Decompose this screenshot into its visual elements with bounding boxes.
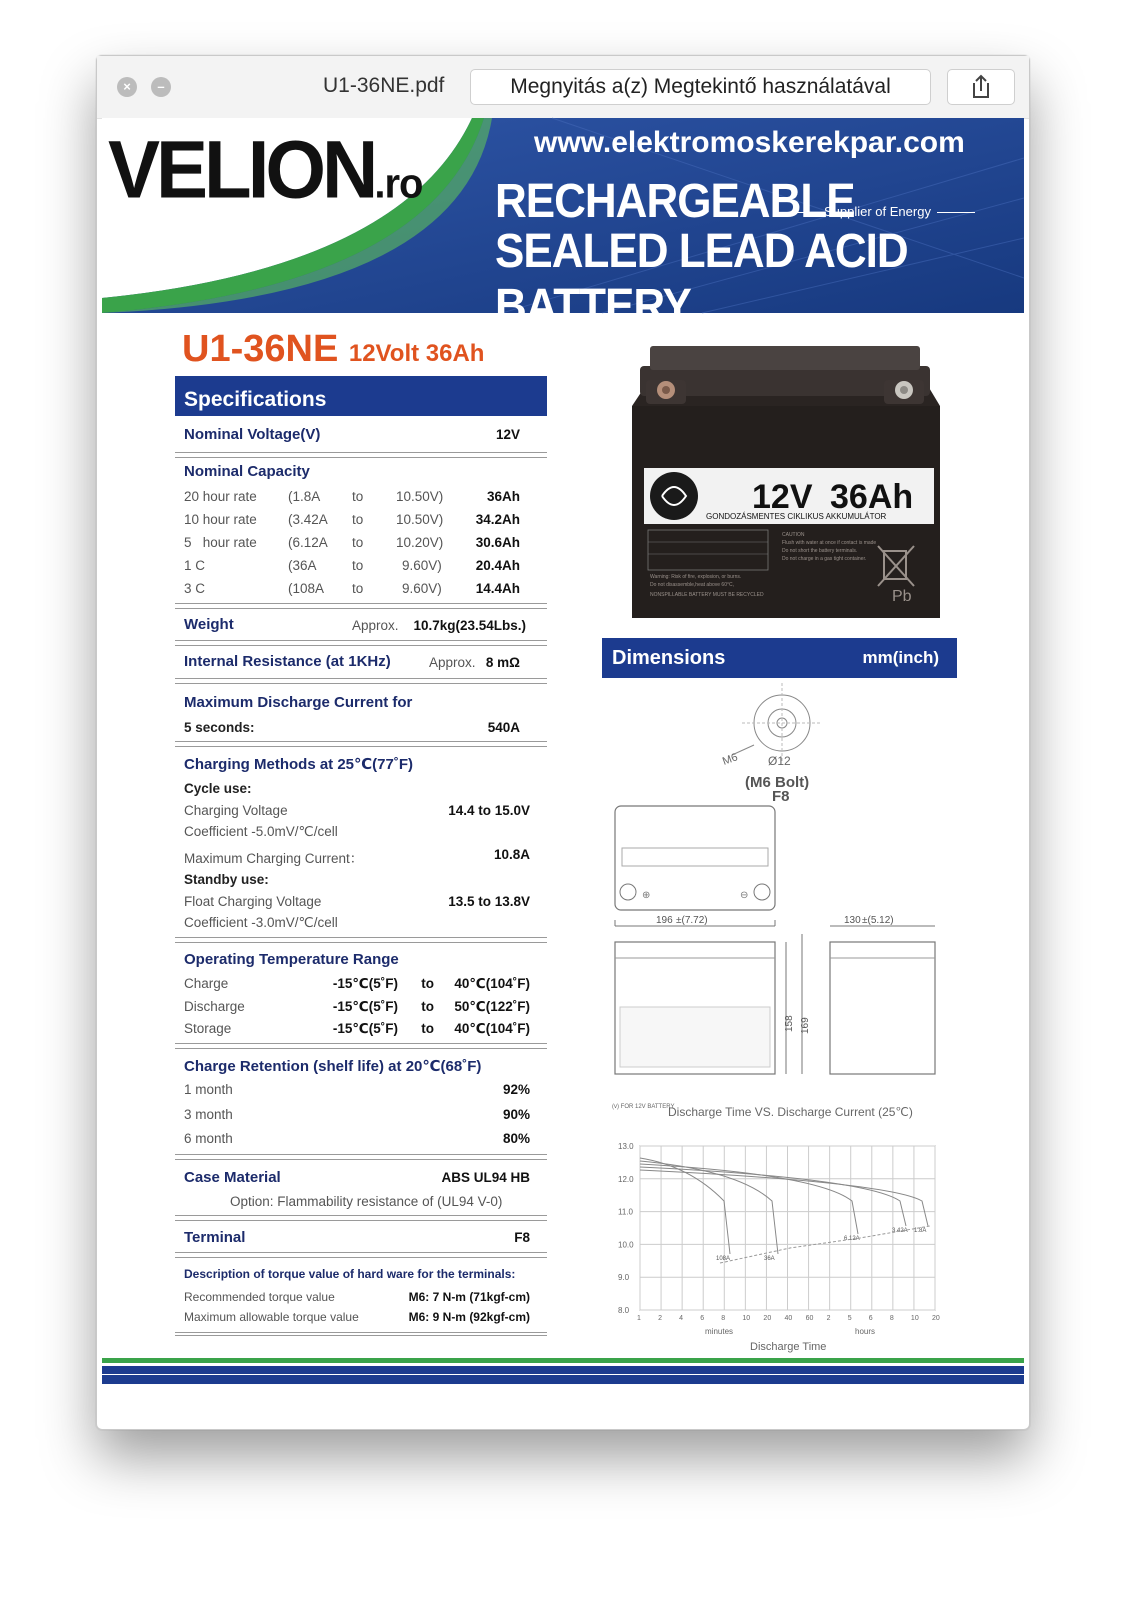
chart-xtick: 5: [847, 1315, 852, 1322]
charging-methods-label: Charging Methods at 25℃(77˚F): [184, 756, 414, 773]
capacity-rate: 10 hour rate: [184, 512, 257, 527]
divider: [175, 640, 547, 646]
nominal-capacity-label: Nominal Capacity: [184, 463, 310, 480]
temp-row-name: Charge: [184, 976, 229, 991]
chart-series-label: 6.12A: [844, 1236, 860, 1242]
weight-approx: Approx.: [352, 618, 399, 633]
headline-rechargeable: RECHARGEABLE: [495, 174, 855, 228]
footer-green-stripe: [102, 1358, 1024, 1363]
capacity-to: to: [352, 512, 364, 527]
temp-row-name: Storage: [184, 1021, 232, 1036]
capacity-value: 36Ah: [486, 489, 520, 504]
length-dimension: 196: [656, 915, 673, 926]
brand-logo: VELION.ro: [108, 122, 423, 216]
terminal-bolt-diagram: [602, 683, 962, 803]
divider: [175, 937, 547, 943]
chart-xtick: 1: [637, 1315, 641, 1322]
chart-series-label: 108A: [716, 1256, 731, 1262]
preview-window: [96, 55, 1030, 1430]
capacity-rate: 3 C: [184, 581, 206, 596]
coefficient-standby: Coefficient -3.0mV/℃/cell: [184, 915, 338, 930]
coefficient-cycle: Coefficient -5.0mV/℃/cell: [184, 824, 338, 839]
chart-ylabel: (v) FOR 12V BATTERY: [612, 1104, 675, 1110]
pdf-page: [102, 118, 1024, 1423]
capacity-current: (1.8A: [288, 489, 321, 504]
chart-xtick: 6: [868, 1315, 873, 1322]
capacity-rate: 5 hour rate: [184, 535, 257, 550]
svg-text:Flush with water at once if co: Flush with water at once if contact is made: [782, 540, 877, 546]
capacity-to: to: [352, 558, 364, 573]
chart-xtick: 20: [932, 1315, 940, 1322]
resistance-approx: Approx.: [429, 655, 476, 670]
max-torque-label: Maximum allowable torque value: [184, 1310, 359, 1324]
charge-retention-label: Charge Retention (shelf life) at 20℃(68˚F): [184, 1058, 482, 1075]
chart-xtick: 10: [742, 1315, 751, 1322]
bolt-diameter: Ø12: [768, 754, 791, 768]
svg-text:Do not short the battery termi: Do not short the battery terminals.: [782, 548, 858, 554]
internal-resistance-label: Internal Resistance (at 1KHz): [184, 653, 391, 670]
terminal-value: F8: [514, 1230, 530, 1245]
case-material-option: Option: Flammability resistance of (UL94 V-0): [230, 1194, 503, 1209]
retention-period: 1 month: [184, 1082, 233, 1097]
dimensions-unit: mm(inch): [862, 648, 939, 667]
bolt-label: (M6 Bolt): [745, 774, 810, 791]
nominal-voltage-label: Nominal Voltage(V): [184, 426, 321, 443]
max-discharge-value: 540A: [487, 720, 520, 735]
chart-xtick: 2: [658, 1315, 662, 1322]
float-voltage-label: Float Charging Voltage: [184, 894, 322, 909]
share-button[interactable]: [947, 69, 1015, 105]
svg-text:Warning: Risk of fire, explosi: Warning: Risk of fire, explosion, or burns.: [650, 574, 742, 580]
battery-outline-diagram: [612, 802, 952, 1092]
footer-line: [102, 1374, 1024, 1375]
retention-value: 92%: [502, 1082, 530, 1097]
chart-xtick: 8: [721, 1315, 726, 1322]
capacity-current: (6.12A: [288, 535, 328, 550]
capacity-to: to: [352, 489, 364, 504]
capacity-value: 34.2Ah: [475, 512, 520, 527]
max-charging-current-label: Maximum Charging Current：: [184, 851, 364, 866]
open-with-preview-button[interactable]: Megnyitás a(z) Megtekintő használatával: [470, 69, 931, 105]
capacity-rate: 20 hour rate: [184, 489, 257, 504]
chart-xtick: 40: [784, 1315, 793, 1322]
divider: [175, 741, 547, 747]
weight-value: 10.7kg(23.54Lbs.): [413, 618, 526, 633]
divider: [175, 1215, 547, 1221]
chart-xtick: 8: [889, 1315, 894, 1322]
terminal-left: [646, 380, 686, 404]
charging-voltage-label: Charging Voltage: [184, 803, 288, 818]
internal-resistance-value: 8 mΩ: [485, 655, 520, 670]
svg-text:Do not disassemble,heat above: Do not disassemble,heat above 60°C,: [650, 582, 734, 588]
chart-series-label: 3.42A: [892, 1228, 908, 1234]
terminal-type: F8: [772, 788, 790, 805]
chart-xtick: 6: [700, 1315, 705, 1322]
capacity-volt: 10.20V): [396, 535, 444, 550]
battery-brand-line: GONDOZÁSMENTES CIKLIKUS AKKUMULÁTOR: [706, 512, 887, 521]
capacity-current: (36A: [288, 558, 317, 573]
battery-voltage-text: 12V: [752, 478, 813, 516]
specifications-heading: Specifications: [175, 376, 547, 416]
headline-sealed: SEALED LEAD ACID BATTERY: [495, 224, 908, 333]
capacity-volt: 10.50V): [396, 512, 444, 527]
max-discharge-sub: 5 seconds:: [184, 720, 255, 735]
case-material-value: ABS UL94 HB: [441, 1170, 530, 1185]
capacity-volt: 9.60V): [402, 581, 442, 596]
chart-series-label: 36A: [764, 1256, 775, 1262]
max-torque-value: M6: 9 N-m (92kgf-cm): [408, 1310, 530, 1324]
weight-label: Weight: [184, 616, 234, 633]
temp-row-high: 50℃(122˚F): [454, 999, 530, 1014]
chart-xtick: 10: [910, 1315, 919, 1322]
temp-row-high: 40℃(104˚F): [454, 976, 530, 991]
temp-row-name: Discharge: [184, 999, 245, 1014]
svg-text:NONSPILLABLE BATTERY MUST BE R: NONSPILLABLE BATTERY MUST BE RECYCLED: [650, 592, 764, 598]
chart-ytick: 13.0: [618, 1142, 634, 1151]
width-inches-label: ±(5.12): [862, 915, 894, 926]
temp-row-low: -15℃(5˚F): [332, 976, 398, 991]
temp-row-high: 40℃(104˚F): [454, 1021, 530, 1036]
height-dimension: 158: [784, 1015, 795, 1032]
file-name: U1-36NE.pdf: [323, 74, 445, 97]
discharge-chart: [610, 1098, 950, 1353]
divider: [175, 1332, 547, 1336]
case-material-label: Case Material: [184, 1169, 281, 1186]
terminal-label: Terminal: [184, 1229, 246, 1246]
model-title: U1-36NE 12Volt 36Ah: [182, 328, 485, 370]
capacity-to: to: [352, 535, 364, 550]
capacity-value: 14.4Ah: [475, 581, 520, 596]
recommended-torque-value: M6: 7 N-m (71kgf-cm): [408, 1290, 530, 1304]
chart-title: Discharge Time VS. Discharge Current (25℃): [668, 1105, 913, 1119]
battery-capacity-text: 36Ah: [830, 478, 914, 516]
chart-xtick: 4: [679, 1315, 684, 1322]
chart-series-label: 1.8A: [914, 1228, 927, 1234]
recommended-torque-label: Recommended torque value: [184, 1290, 335, 1304]
chart-xtick: 2: [826, 1315, 831, 1322]
svg-text:⊕: ⊕: [642, 890, 651, 901]
length-inches-label: ±(7.72): [676, 915, 708, 926]
minimize-icon[interactable]: –: [151, 77, 171, 97]
chart-xlabel: Discharge Time: [750, 1341, 827, 1353]
chart-ytick: 8.0: [618, 1306, 630, 1315]
dimensions-heading: Dimensions mm(inch): [602, 638, 957, 678]
max-charging-current-value: 10.8A: [493, 847, 530, 862]
max-discharge-label: Maximum Discharge Current for: [184, 694, 413, 711]
nominal-voltage-value: 12V: [495, 427, 520, 442]
battery-photo: [622, 346, 944, 626]
divider: [175, 603, 547, 609]
title-bar: [97, 56, 1029, 119]
chart-xtick: 60: [805, 1315, 814, 1322]
retention-value: 80%: [502, 1131, 530, 1146]
chart-ytick: 10.0: [618, 1240, 634, 1250]
temp-row-low: -15℃(5˚F): [332, 1021, 398, 1036]
temp-row-to: to: [421, 976, 434, 991]
bolt-size: M6: [720, 751, 740, 768]
website-url: www.elektromoskerekpar.com: [534, 126, 965, 159]
chart-ytick: 12.0: [618, 1174, 634, 1184]
temp-row-low: -15℃(5˚F): [332, 999, 398, 1014]
temperature-range-label: Operating Temperature Range: [184, 951, 399, 968]
svg-text:Do not charge in a gas tight c: Do not charge in a gas tight container.: [782, 556, 867, 562]
divider: [175, 1154, 547, 1160]
capacity-current: (3.42A: [288, 512, 328, 527]
divider: [175, 1252, 547, 1258]
standby-use-label: Standby use:: [184, 872, 269, 887]
chart-xtick: 20: [763, 1315, 772, 1322]
pb-label: Pb: [892, 588, 912, 605]
chart-series-line: [640, 1164, 858, 1234]
tagline: Supplier of Energy: [774, 204, 981, 219]
header-banner: [102, 118, 1024, 333]
svg-text:⊖: ⊖: [740, 890, 749, 901]
float-voltage-value: 13.5 to 13.8V: [448, 894, 530, 909]
capacity-volt: 10.50V): [396, 489, 444, 504]
total-height-dimension: 169: [800, 1017, 811, 1034]
temp-row-to: to: [421, 1021, 434, 1036]
cycle-use-label: Cycle use:: [184, 781, 252, 796]
retention-period: 3 month: [184, 1107, 233, 1122]
terminal-right: [884, 380, 924, 404]
close-icon[interactable]: ×: [117, 77, 137, 97]
divider: [175, 452, 547, 458]
share-icon: [948, 70, 1014, 104]
svg-text:CAUTION: CAUTION: [782, 532, 805, 538]
chart-unit-minutes: minutes: [705, 1327, 734, 1336]
retention-period: 6 month: [184, 1131, 233, 1146]
divider: [175, 678, 547, 684]
chart-ytick: 11.0: [618, 1207, 633, 1217]
width-dimension: 130: [844, 915, 861, 926]
retention-value: 90%: [502, 1107, 530, 1122]
divider: [175, 1043, 547, 1049]
chart-ytick: 9.0: [618, 1273, 630, 1283]
capacity-rate: 1 C: [184, 558, 206, 573]
footer-blue-stripe: [102, 1366, 1024, 1384]
torque-description-label: Description of torque value of hard ware for the terminals:: [184, 1267, 516, 1281]
chart-unit-hours: hours: [855, 1327, 876, 1336]
charging-voltage-value: 14.4 to 15.0V: [448, 803, 530, 818]
capacity-value: 30.6Ah: [475, 535, 520, 550]
capacity-value: 20.4Ah: [475, 558, 520, 573]
capacity-current: (108A: [288, 581, 325, 596]
chart-series-line: [640, 1167, 906, 1226]
temp-row-to: to: [421, 999, 434, 1014]
capacity-volt: 9.60V): [402, 558, 442, 573]
capacity-to: to: [352, 581, 364, 596]
